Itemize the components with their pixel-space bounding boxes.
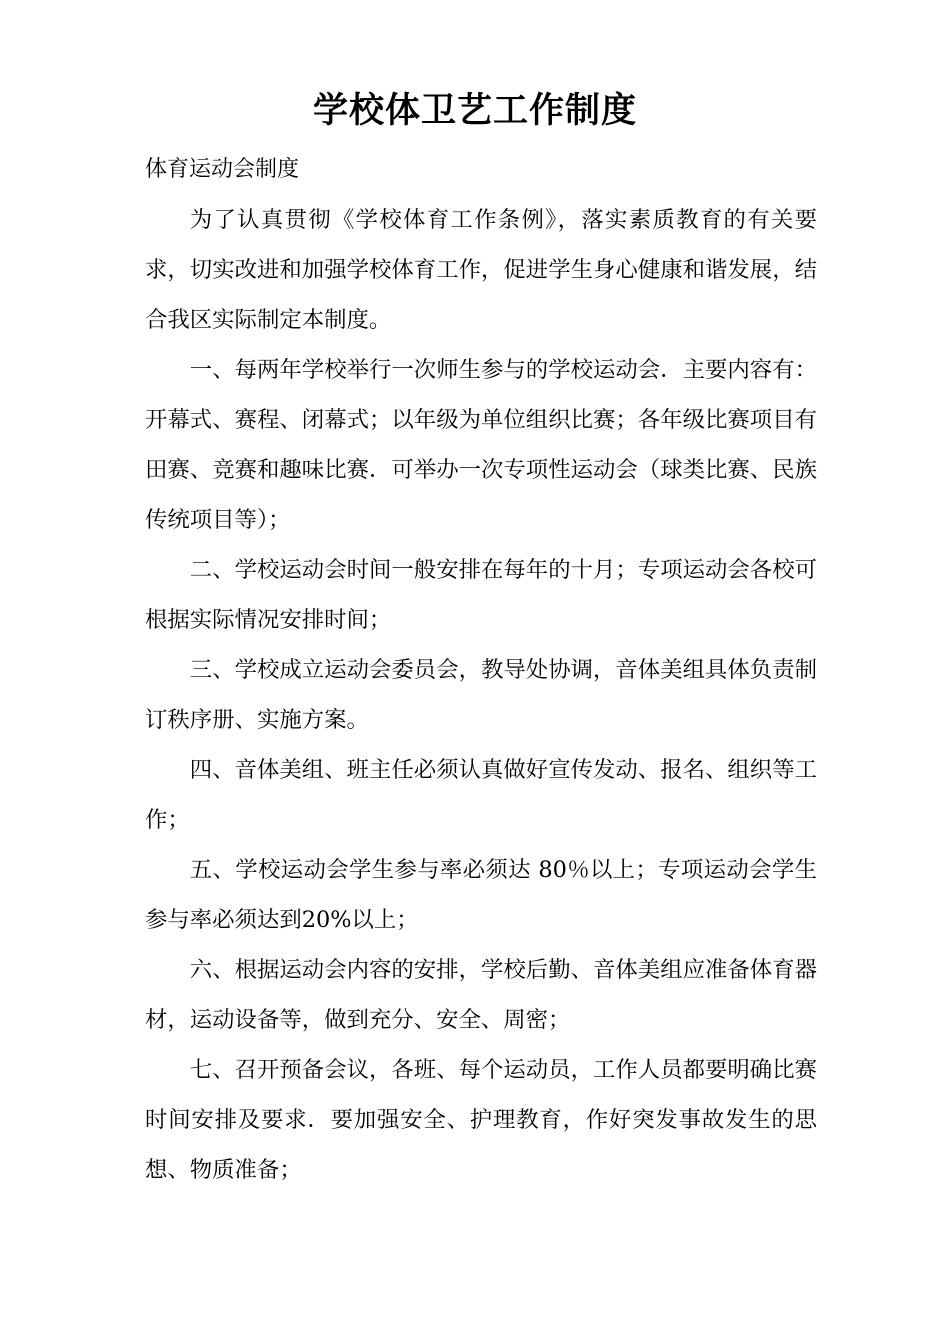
paragraph-item-6: 六、根据运动会内容的安排，学校后勤、音体美组应准备体育器材，运动设备等，做到充分、安全、周密； — [145, 957, 817, 1033]
paragraph-item-5: 五、学校运动会学生参与率必须达 80％以上；专项运动会学生参与率必须达到20%以上； — [145, 857, 817, 933]
document-body — [145, 195, 817, 1195]
paragraph-item-3: 三、学校成立运动会委员会，教导处协调，音体美组具体负责制订秩序册、实施方案。 — [145, 657, 817, 733]
paragraph-item-1: 一、每两年学校举行一次师生参与的学校运动会．主要内容有：开幕式、赛程、闭幕式；以年级为单位组织比赛；各年级比赛项目有田赛、竞赛和趣味比赛．可举办一次专项性运动会（球类比赛、民族传统项目等）； — [145, 357, 817, 533]
paragraph-item-7: 七、召开预备会议，各班、每个运动员，工作人员都要明确比赛时间安排及要求．要加强安全、护理教育，作好突发事故发生的思想、物质准备； — [145, 1057, 817, 1183]
section-heading: 体育运动会制度 — [145, 157, 300, 182]
paragraph-intro: 为了认真贯彻《学校体育工作条例》，落实素质教育的有关要求，切实改进和加强学校体育工作，促进学生身心健康和谐发展，结合我区实际制定本制度。 — [145, 207, 817, 333]
document-title: 学校体卫艺工作制度 — [312, 91, 637, 131]
paragraph-item-2: 二、学校运动会时间一般安排在每年的十月；专项运动会各校可根据实际情况安排时间； — [145, 557, 817, 633]
paragraph-item-4: 四、音体美组、班主任必须认真做好宣传发动、报名、组织等工作； — [145, 757, 817, 833]
